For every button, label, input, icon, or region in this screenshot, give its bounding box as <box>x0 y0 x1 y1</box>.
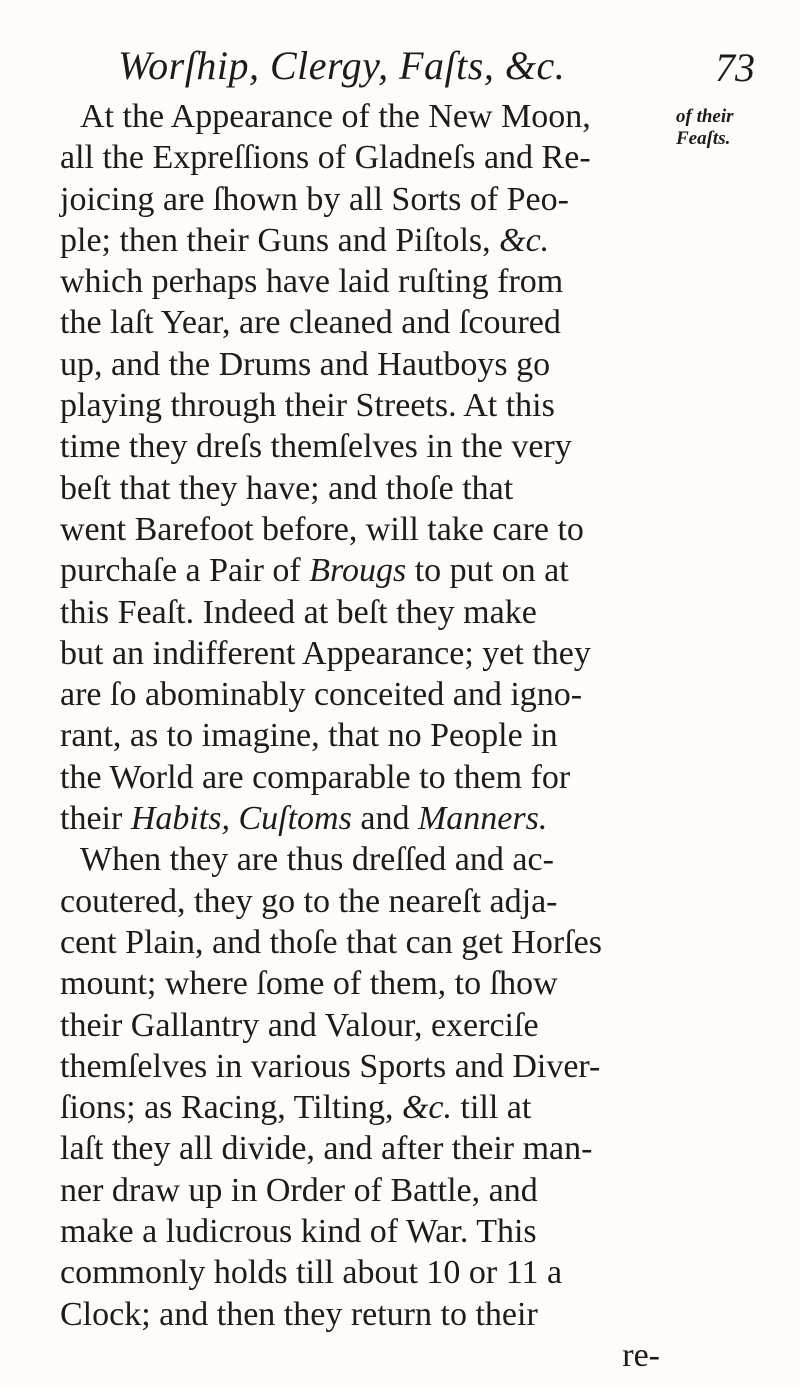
text-line: which perhaps have laid ruſting from <box>60 263 564 301</box>
text-line: coutered, they go to the neareſt adja- <box>60 882 558 920</box>
text-line: laſt they all divide, and after their man- <box>60 1130 593 1168</box>
running-head: Worſhip, Clergy, Faſts, &c. <box>118 43 566 88</box>
text-line: ple; then their Guns and Piſtols, &c. <box>60 221 550 259</box>
text-line: rant, as to imagine, that no People in <box>60 717 558 755</box>
text-line: ſions; as Racing, Tilting, &c. till at <box>60 1089 532 1127</box>
text-line: their Gallantry and Valour, exerciſe <box>60 1006 539 1044</box>
margin-note-line-1: of their <box>676 106 734 127</box>
text-line: Clock; and then they return to their <box>60 1295 538 1333</box>
text-line: time they dreſs themſelves in the very <box>60 428 572 466</box>
text-line: cent Plain, and thoſe that can get Horſes <box>60 923 602 961</box>
text-line: are ſo abominably conceited and igno- <box>60 676 583 714</box>
text-line: ner draw up in Order of Battle, and <box>60 1171 538 1209</box>
body-text <box>60 96 660 1376</box>
text-line: the laſt Year, are cleaned and ſcoured <box>60 304 561 342</box>
text-line: beſt that they have; and thoſe that <box>60 469 514 507</box>
text-line: playing through their Streets. At this <box>60 387 555 425</box>
text-line: up, and the Drums and Hautboys go <box>60 345 551 383</box>
text-line: but an indifferent Appearance; yet they <box>60 634 591 672</box>
text-line: themſelves in various Sports and Diver- <box>60 1047 601 1085</box>
margin-note-line-2: Feaſts. <box>676 128 731 149</box>
text-line: mount; where ſome of them, to ſhow <box>60 965 558 1003</box>
text-line: their Habits, Cuſtoms and Manners. <box>60 800 548 838</box>
page-number: 73 <box>715 45 755 90</box>
text-line: went Barefoot before, will take care to <box>60 510 584 548</box>
text-line: At the Appearance of the New Moon, <box>80 98 591 135</box>
margin-note <box>676 106 796 150</box>
text-line: this Feaſt. Indeed at beſt they make <box>60 593 537 631</box>
text-line: commonly holds till about 10 or 11 a <box>60 1254 563 1292</box>
text-line: joicing are ſhown by all Sorts of Peo- <box>60 180 569 218</box>
text-line: make a ludicrous kind of War. This <box>60 1213 537 1251</box>
text-line: all the Expreſſions of Gladneſs and Re- <box>60 139 591 177</box>
catchword: re- <box>622 1336 660 1374</box>
text-line: the World are comparable to them for <box>60 758 571 796</box>
text-line: purchaſe a Pair of Brougs to put on at <box>60 552 569 590</box>
text-line: When they are thus dreſſed and ac- <box>80 841 554 879</box>
